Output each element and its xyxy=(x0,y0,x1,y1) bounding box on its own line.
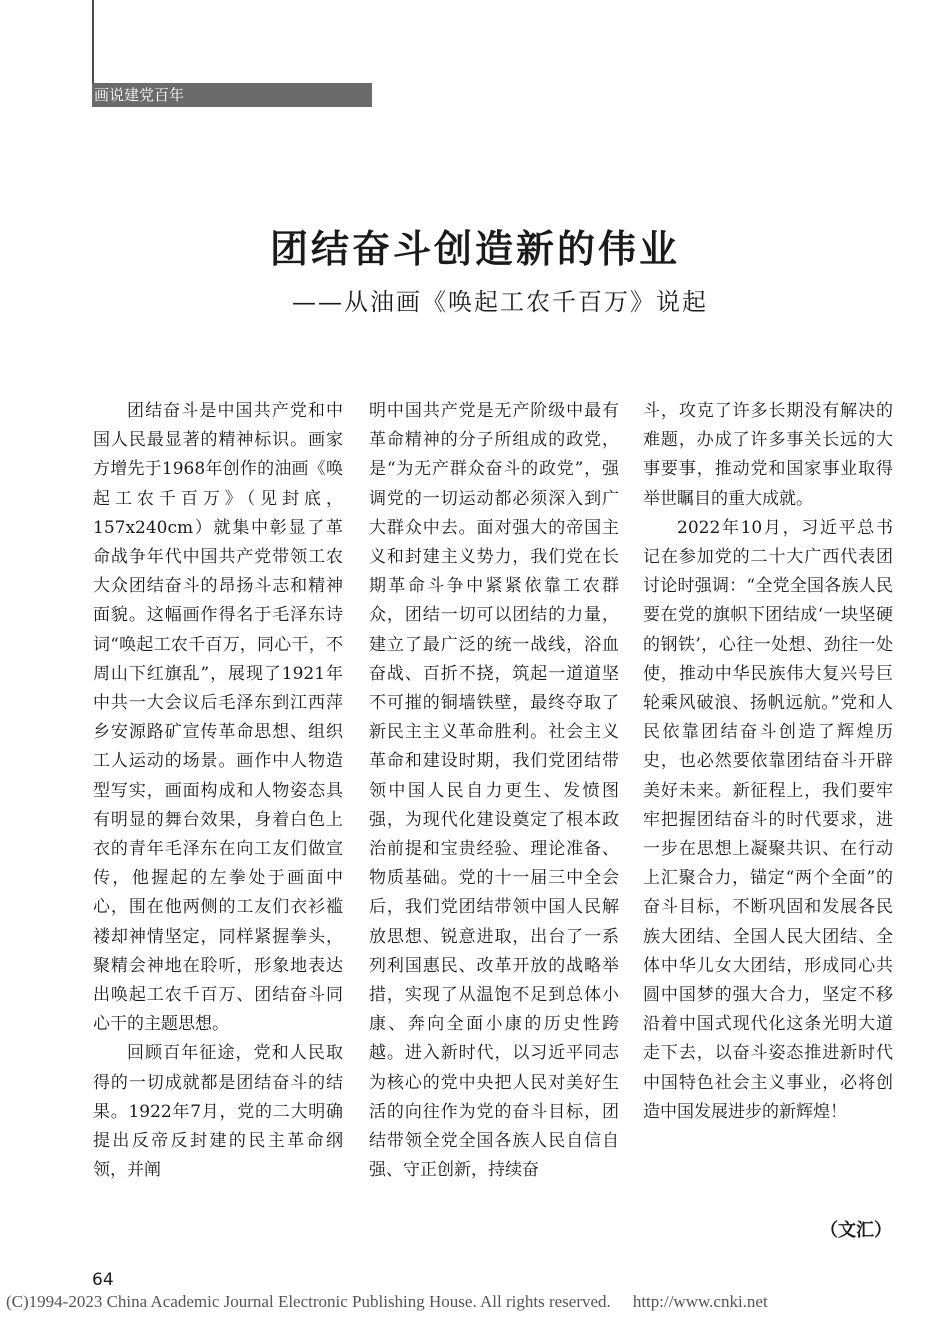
text-column-2 xyxy=(369,397,619,1185)
article-subtitle: ——从油画《唤起工农千百万》说起 xyxy=(292,288,708,316)
text-column-1 xyxy=(93,397,343,1185)
paragraph: 回顾百年征途，党和人民取得的一切成就都是团结奋斗的结果。1922年7月，党的二大明确提出反帝反封建的民主革命纲领，并阐 xyxy=(93,1043,343,1181)
paragraph: 2022年10月，习近平总书记在参加党的二十大广西代表团讨论时强调：“全党全国各族人民要在党的旗帜下团结成‘一块坚硬的钢铁’，心往一处想、劲往一处使，推动中华民族伟大复兴号巨轮乘风破浪、扬帆远航。”党和人民依靠团结奋斗创造了辉煌历史，也必然要依靠团结奋斗开辟美好未来。新征程上，我们要牢牢把握团结奋斗的时代要求，进一步在思想上凝聚共识、在行动上汇聚合力，锚定“两个全面”的奋斗目标，不断巩固和发展各民族大团结、全国人民大团结、全体中华儿女大团结，形成同心共圆中国梦的强大合力，坚定不移沿着中国式现代化这条光明大道走下去，以奋斗姿态推进新时代中国特色社会主义事业，必将创造中国发展进步的新辉煌！ xyxy=(643,517,893,1122)
copyright-text: (C)1994-2023 China Academic Journal Electronic Publishing House. All rights reserved. xyxy=(6,1292,611,1311)
copyright-footer xyxy=(6,1292,946,1312)
article-signature: （文汇） xyxy=(820,1220,892,1241)
paragraph: 斗，攻克了许多长期没有解决的难题，办成了许多事关长远的大事要事，推动党和国家事业取得举世瞩目的重大成就。 xyxy=(643,401,893,509)
article-title: 团结奋斗创造新的伟业 xyxy=(269,226,680,271)
footer-link[interactable]: http://www.cnki.net xyxy=(632,1292,768,1311)
text-column-3 xyxy=(643,397,893,1127)
paragraph: 明中国共产党是无产阶级中最有革命精神的分子所组成的政党，是“为无产群众奋斗的政党”，强调党的一切运动都必须深入到广大群众中去。面对强大的帝国主义和封建主义势力，我们党在长期革命斗争中紧紧依靠工农群众，团结一切可以团结的力量，建立了最广泛的统一战线，浴血奋战、百折不挠，筑起一道道坚不可摧的铜墙铁壁，最终夺取了新民主主义革命胜利。社会主义革命和建设时期，我们党团结带领中国人民自力更生、发愤图强，为现代化建设奠定了根本政治前提和宝贵经验、理论准备、物质基础。党的十一届三中全会后，我们党团结带领中国人民解放思想、锐意进取，出台了一系列利国惠民、改革开放的战略举措，实现了从温饱不足到总体小康、奔向全面小康的历史性跨越。进入新时代，以习近平同志为核心的党中央把人民对美好生活的向往作为党的奋斗目标，团结带领全党全国各族人民自信自强、守正创新，持续奋 xyxy=(369,401,619,1181)
page-number: 64 xyxy=(92,1270,114,1290)
paragraph: 团结奋斗是中国共产党和中国人民最显著的精神标识。画家方增先于1968年创作的油画《唤起工农千百万》（见封底，157x240cm）就集中彰显了革命战争年代中国共产党带领工农大众团结奋斗的昂扬斗志和精神面貌。这幅画作得名于毛泽东诗词“唤起工农千百万，同心干，不周山下红旗乱”，展现了1921年中共一大会议后毛泽东到江西萍乡安源路矿宣传革命思想、组织工人运动的场景。画作中人物造型写实，画面构成和人物姿态具有明显的舞台效果，身着白色上衣的青年毛泽东在向工友们做宣传，他握起的左拳处于画面中心，围在他两侧的工友们衣衫褴褛却神情坚定，同样紧握拳头，聚精会神地在聆听，形象地表达出唤起工农千百万、团结奋斗同心干的主题思想。 xyxy=(93,401,343,1035)
header-rule xyxy=(92,0,94,84)
section-label: 画说建党百年 xyxy=(92,83,372,107)
